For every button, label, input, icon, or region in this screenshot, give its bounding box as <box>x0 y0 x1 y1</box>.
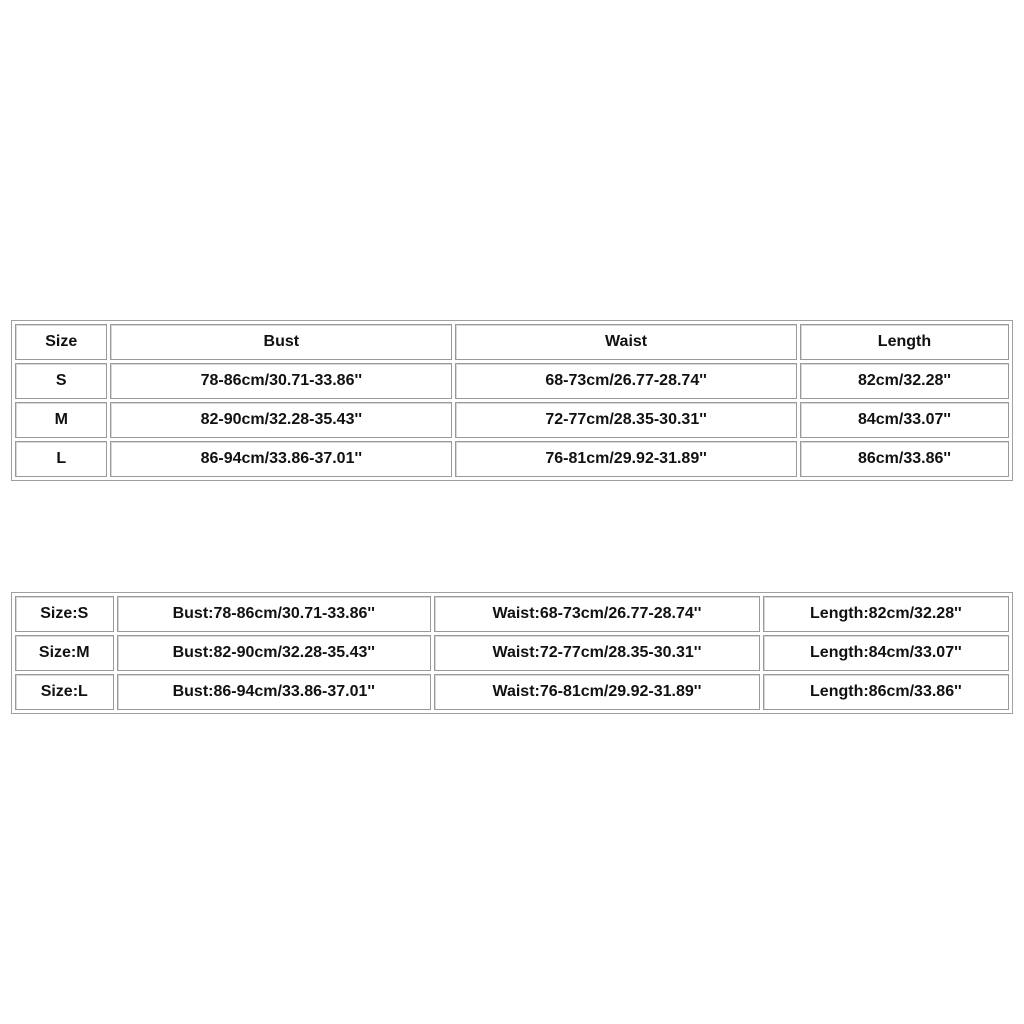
cell-waist: 72-77cm/28.35-30.31'' <box>455 402 797 438</box>
cell-waist: 68-73cm/26.77-28.74'' <box>455 363 797 399</box>
table-row <box>15 363 1009 399</box>
header-bust: Bust <box>110 324 452 360</box>
cell-length: 82cm/32.28'' <box>800 363 1009 399</box>
cell-waist: 76-81cm/29.92-31.89'' <box>455 441 797 477</box>
cell-length: Length:86cm/33.86'' <box>763 674 1009 710</box>
cell-bust: 82-90cm/32.28-35.43'' <box>110 402 452 438</box>
cell-bust: Bust:86-94cm/33.86-37.01'' <box>117 674 432 710</box>
header-length: Length <box>800 324 1009 360</box>
cell-length: 86cm/33.86'' <box>800 441 1009 477</box>
table-header-row <box>15 324 1009 360</box>
header-size: Size <box>15 324 107 360</box>
size-chart-table <box>11 320 1013 481</box>
table-row <box>15 441 1009 477</box>
cell-length: Length:84cm/33.07'' <box>763 635 1009 671</box>
cell-waist: Waist:68-73cm/26.77-28.74'' <box>434 596 760 632</box>
cell-bust: Bust:78-86cm/30.71-33.86'' <box>117 596 432 632</box>
cell-length: 84cm/33.07'' <box>800 402 1009 438</box>
cell-size: L <box>15 441 107 477</box>
cell-waist: Waist:76-81cm/29.92-31.89'' <box>434 674 760 710</box>
cell-size: Size:M <box>15 635 114 671</box>
table-row <box>15 596 1009 632</box>
table-row <box>15 674 1009 710</box>
header-waist: Waist <box>455 324 797 360</box>
cell-bust: 78-86cm/30.71-33.86'' <box>110 363 452 399</box>
cell-length: Length:82cm/32.28'' <box>763 596 1009 632</box>
cell-bust: 86-94cm/33.86-37.01'' <box>110 441 452 477</box>
cell-waist: Waist:72-77cm/28.35-30.31'' <box>434 635 760 671</box>
cell-size: Size:L <box>15 674 114 710</box>
table-row <box>15 635 1009 671</box>
cell-size: S <box>15 363 107 399</box>
cell-size: M <box>15 402 107 438</box>
cell-bust: Bust:82-90cm/32.28-35.43'' <box>117 635 432 671</box>
table-row <box>15 402 1009 438</box>
cell-size: Size:S <box>15 596 114 632</box>
size-chart-inline-table <box>11 592 1013 714</box>
